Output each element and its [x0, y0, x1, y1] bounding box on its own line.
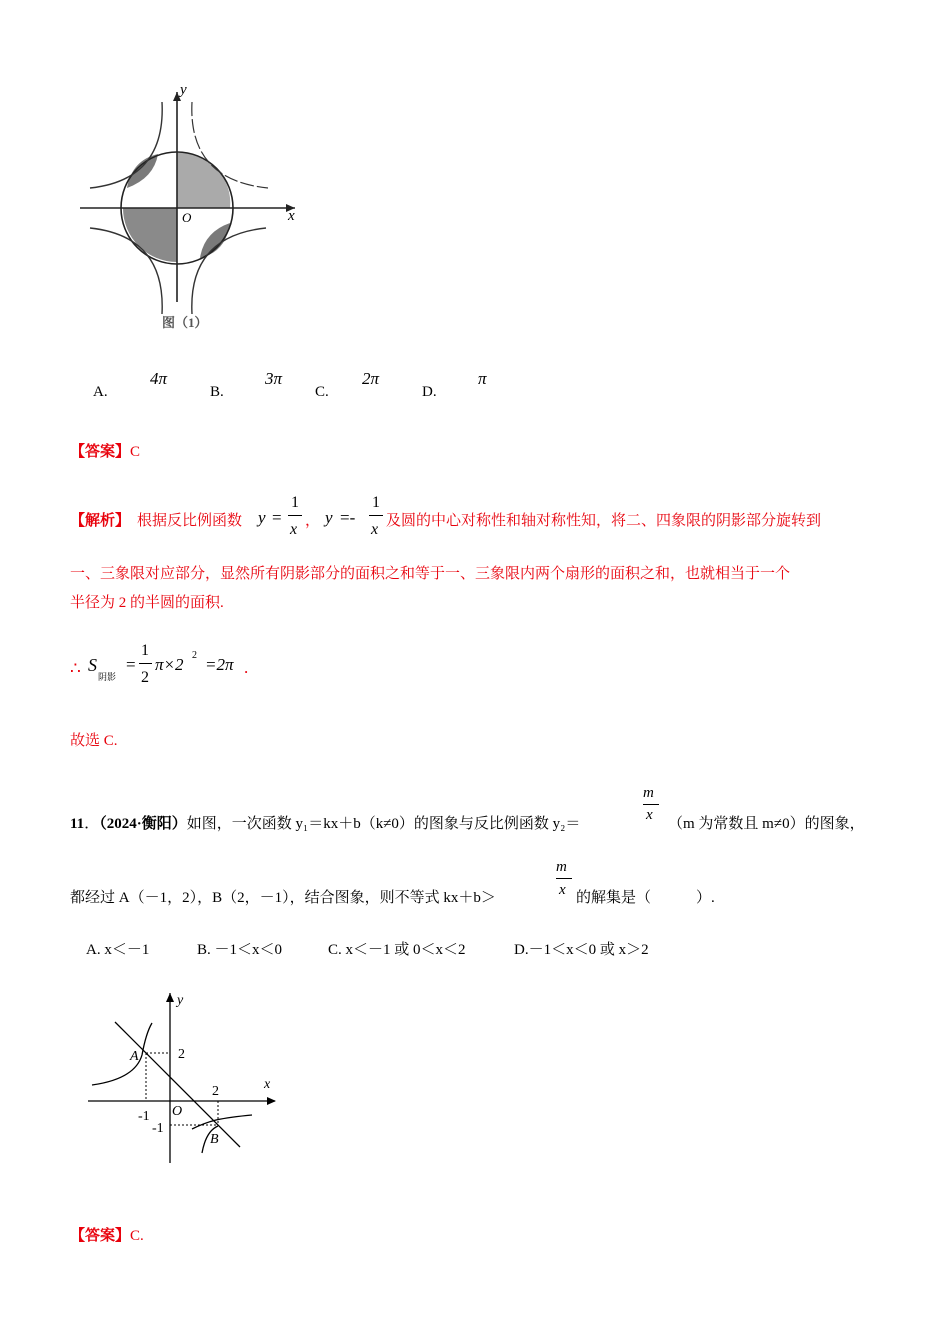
q11-frac-num: m: [643, 785, 654, 801]
f2-y: y: [325, 508, 333, 527]
q11-frac2-den: x: [559, 882, 566, 898]
q11-frac-bar: [643, 804, 659, 805]
formula-eq: =: [126, 655, 136, 674]
f2-bar: [369, 515, 383, 516]
option-a: A.: [93, 384, 108, 400]
option-b-value: 3π: [265, 369, 283, 388]
fig1-origin: O: [182, 210, 192, 225]
s-subscript: 阴影: [98, 672, 117, 682]
option-b: B.: [210, 384, 224, 400]
q11-line2: 都经过 A（－1，2），B（2，－1），结合图象，则不等式 kx＋b＞: [70, 890, 496, 906]
s-symbol: S: [88, 655, 97, 675]
f2-num: 1: [372, 494, 380, 511]
f-sep: ，: [305, 513, 321, 529]
option-c: C.: [315, 384, 329, 400]
analysis-tail: 及圆的中心对称性和轴对称性知，将二、四象限的阴影部分旋转到: [386, 513, 822, 529]
f2-den: x: [371, 521, 379, 538]
q11-option-c: C. x＜－1 或 0＜x＜2: [328, 942, 466, 958]
f2-eq: =-: [340, 508, 356, 527]
q11-option-b: B. －1＜x＜0: [197, 942, 283, 958]
formula-rest: π×2: [155, 655, 184, 674]
fig2-tick-x2: 2: [212, 1084, 219, 1099]
fig1-axis-x: x: [288, 208, 295, 224]
q10-conclusion: 故选 C.: [70, 733, 118, 749]
f1-bar: [288, 515, 302, 516]
fig2-tick-y2: 2: [178, 1047, 185, 1062]
fig2-tick-ym1: -1: [152, 1121, 164, 1136]
q11-answer: 【答案】C.: [70, 1228, 144, 1244]
fig1-axis-y: y: [180, 82, 187, 98]
option-a-value: 4π: [150, 369, 168, 388]
q11-option-a: A. x＜－1: [86, 942, 150, 958]
formula-exponent: 2: [192, 650, 197, 661]
q11-line1-end: （m 为常数且 m≠0）的图象，: [668, 816, 865, 832]
option-d: D.: [422, 384, 437, 400]
q11-frac2-num: m: [556, 859, 567, 875]
q11-line2-end: 的解集是（ ）.: [576, 890, 715, 906]
analysis-label: 【解析】: [70, 513, 131, 529]
formula-result: =2π: [205, 655, 234, 674]
analysis-lead: 根据反比例函数: [137, 513, 243, 529]
option-c-value: 2π: [362, 369, 380, 388]
fig2-tick-xm1: -1: [138, 1109, 150, 1124]
formula-dot: .: [244, 658, 249, 677]
q11-line1: 11．（2024·衡阳）如图，一次函数 y₁＝kx＋b（k≠0）的图象与反比例函数 y₂＝: [70, 816, 581, 832]
fig2-axis-y: y: [177, 993, 184, 1008]
fig2-point-a: A: [130, 1049, 139, 1064]
fig1-caption: 图（1）: [162, 315, 208, 330]
q11-frac-den: x: [646, 807, 653, 823]
formula-frac-num: 1: [141, 642, 149, 659]
f1-eq: =: [272, 508, 282, 527]
f1-num: 1: [291, 494, 299, 511]
fig2-point-b: B: [210, 1132, 219, 1147]
q11-option-d: D.－1＜x＜0 或 x＞2: [514, 942, 649, 958]
q10-answer: 【答案】C: [70, 444, 141, 460]
figure-1-circle-hyperbola: [70, 80, 310, 340]
option-d-value: π: [478, 369, 487, 388]
formula-frac-den: 2: [141, 669, 149, 686]
figure-2-linear-inverse: [80, 985, 290, 1175]
formula-frac-bar: [139, 663, 152, 664]
analysis-line2: 一、三象限对应部分，显然所有阴影部分的面积之和等于一、三象限内两个扇形的面积之和，也就相当于一个: [70, 566, 791, 582]
f1-den: x: [290, 521, 298, 538]
therefore-symbol: ∴: [70, 659, 81, 678]
f1-y: y: [258, 508, 266, 527]
fig2-origin: O: [172, 1104, 183, 1119]
q11-frac2-bar: [556, 878, 572, 879]
analysis-line3: 半径为 2 的半圆的面积.: [70, 595, 224, 611]
fig2-axis-x: x: [264, 1077, 271, 1092]
